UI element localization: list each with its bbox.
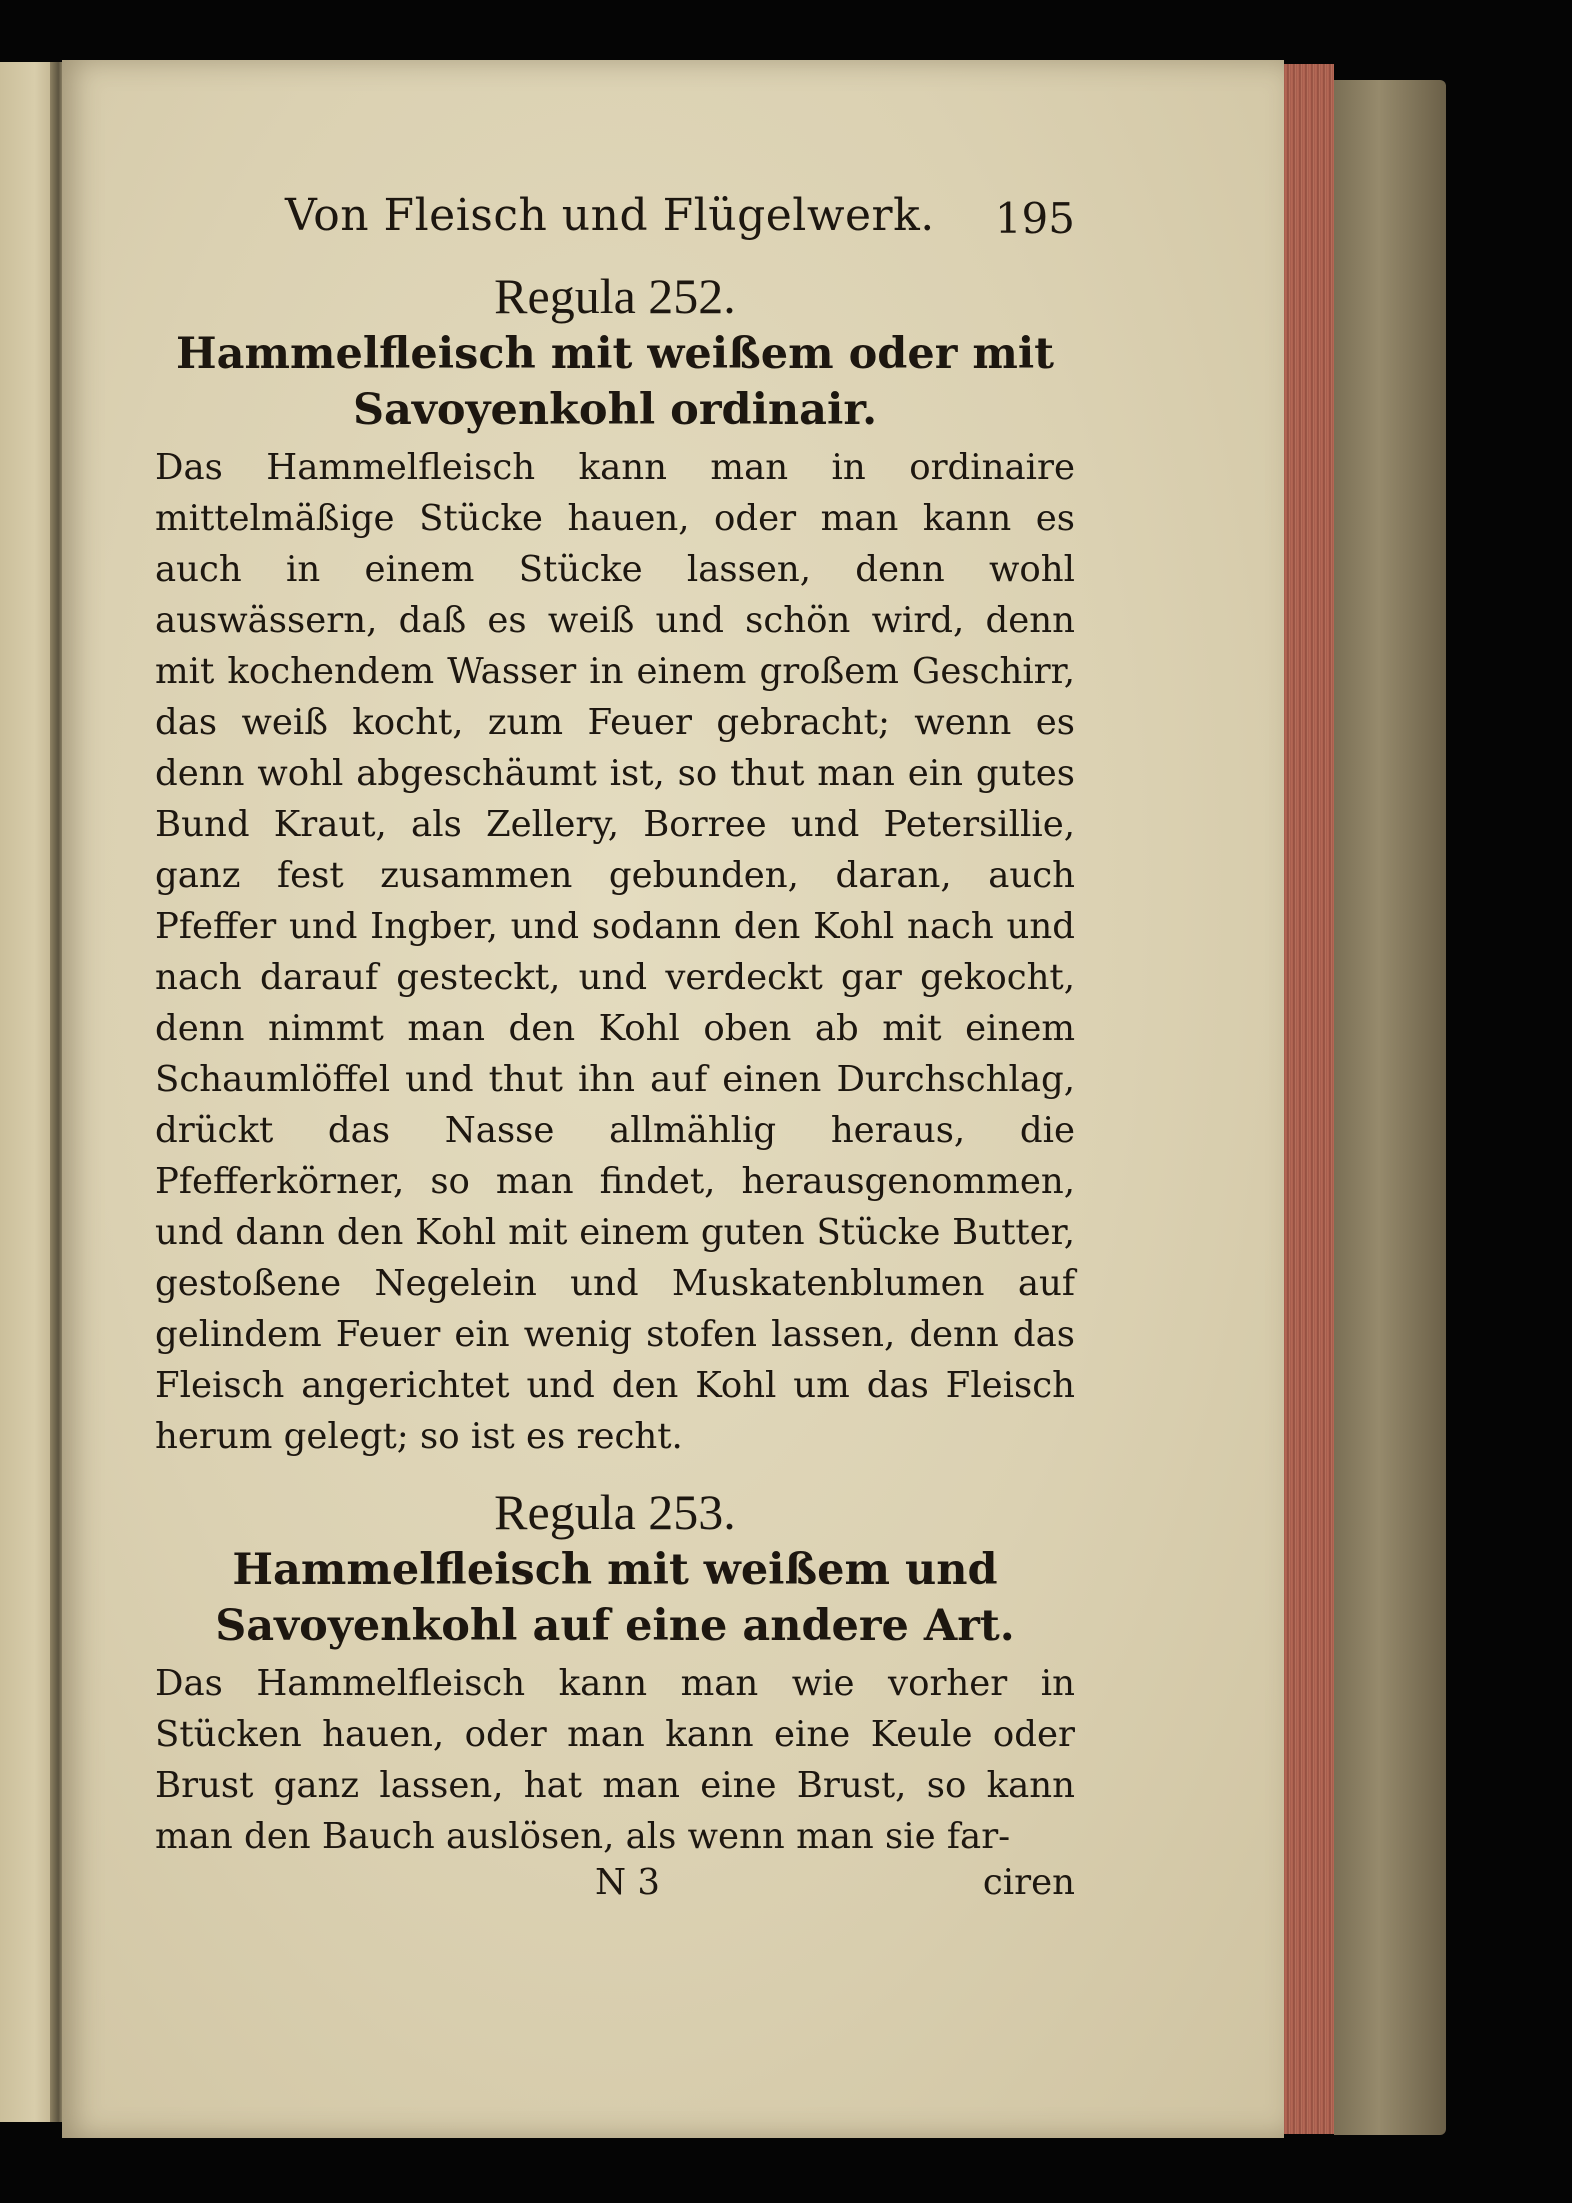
recipe-title: Hammelfleisch mit weißem oder mit Savoyenkohl ordinair.	[175, 329, 1055, 435]
book-cover-edge	[1334, 80, 1446, 2135]
section-gap	[155, 1462, 1075, 1482]
catchword: ciren	[982, 1862, 1075, 1903]
page-number: 195	[994, 194, 1075, 243]
recipe-title: Hammelfleisch mit weißem und Savoyenkohl auf eine andere Art.	[215, 1545, 1015, 1651]
rule-heading: Regula 253.	[494, 1484, 736, 1540]
recipe-253	[155, 1482, 1075, 1862]
page-footer	[155, 1862, 1075, 1914]
running-title: Von Fleisch und Flügelwerk.	[285, 190, 935, 241]
recipe-252	[155, 266, 1075, 1462]
page-text-block	[155, 190, 1075, 1914]
signature-mark: N 3	[595, 1862, 660, 1903]
recipe-body: Das Hammelfleisch kann man wie vorher in Stücken hauen, oder man kann eine Keule oder Brust ganz lassen, hat man eine Brust, so kann man den Bauch auslösen, als wenn man sie far-	[155, 1663, 1075, 1857]
rule-heading: Regula 252.	[494, 268, 736, 324]
page-fore-edge	[1284, 64, 1334, 2134]
recipe-body: Das Hammelfleisch kann man in ordinaire mittelmäßige Stücke hauen, oder man kann es auch in einem Stücke lassen, denn wohl auswässern, daß es weiß und schön wird, denn mit kochendem Wasser in einem großem Geschirr, das weiß kocht, zum Feuer gebracht; wenn es denn wohl abgeschäumt ist, so thut man ein gutes Bund Kraut, als Zellery, Borree und Petersillie, ganz fest zusammen gebunden, daran, auch Pfeffer und Ingber, und sodann den Kohl nach und nach darauf gesteckt, und verdeckt gar gekocht, denn nimmt man den Kohl oben ab mit einem Schaumlöffel und thut ihn auf einen Durchschlag, drückt das Nasse allmählig heraus, die Pfefferkörner, so man findet, herausgenommen, und dann den Kohl mit einem guten Stücke Butter, gestoßene Negelein und Muskatenblumen auf gelindem Feuer ein wenig stofen lassen, denn das Fleisch angerichtet und den Kohl um das Fleisch herum gelegt; so ist es recht.	[155, 447, 1075, 1457]
running-head	[155, 190, 1075, 266]
